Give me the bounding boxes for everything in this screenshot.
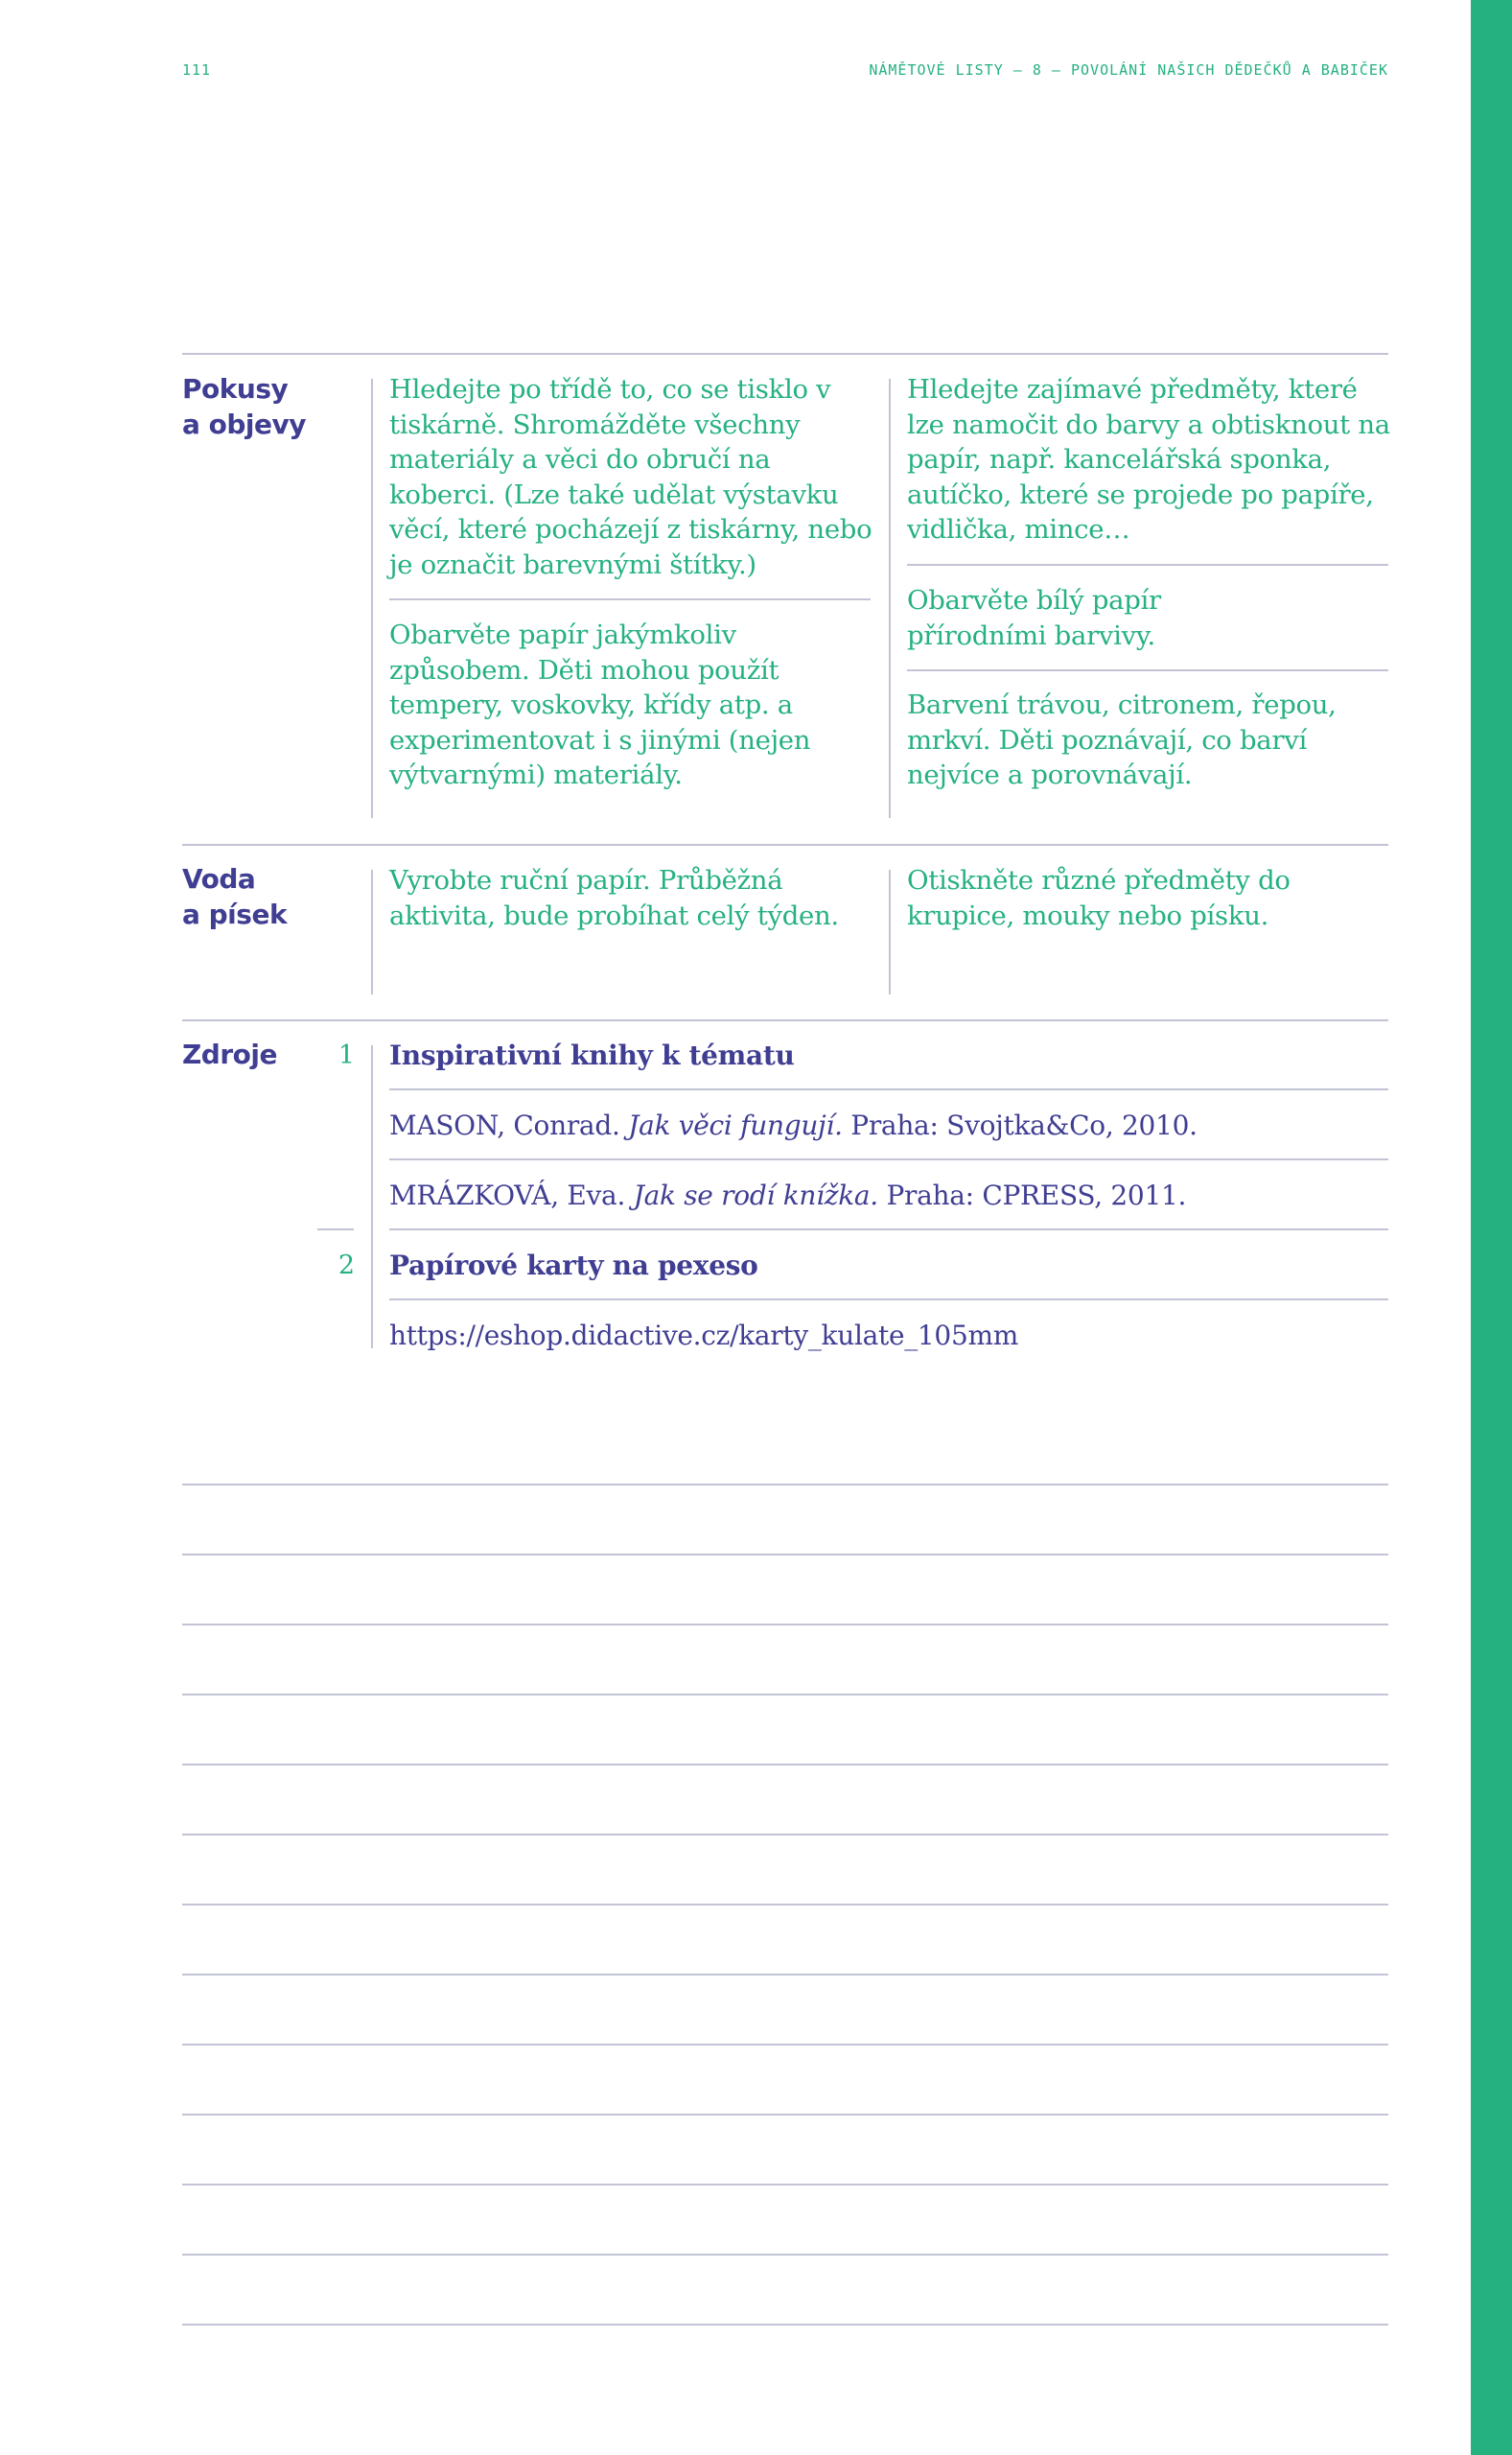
note-line <box>182 1554 1388 1555</box>
note-line <box>182 2044 1388 2046</box>
activity-text: Obarvěte papír jakýmkoliv způsobem. Děti mohou použít tempery, voskovky, křídy atp. a experimentovat i s jinými (nejen výtvarnými) materiály. <box>389 620 811 790</box>
note-line <box>182 2254 1388 2256</box>
cell-divider <box>389 598 871 600</box>
source-group-number: 2 <box>337 1251 355 1280</box>
source-divider <box>389 1158 1388 1160</box>
column-divider <box>371 1045 373 1348</box>
source-divider <box>389 1088 1388 1090</box>
row-divider <box>182 844 1388 846</box>
running-header: NÁMĚTOVÉ LISTY — 8 — POVOLÁNÍ NAŠICH DĚDEČKŮ A BABIČEK <box>869 61 1388 79</box>
activity-text: Obarvěte bílý papír přírodními barvivy. <box>907 585 1161 651</box>
note-line <box>182 1834 1388 1835</box>
activity-text: Vyrobte ruční papír. Průběžná aktivita, bude probíhat celý týden. <box>389 865 839 931</box>
source-entry: MRÁZKOVÁ, Eva. Jak se rodí knížka. Praha: CPRESS, 2011. <box>389 1180 1187 1211</box>
activity-text: Barvení trávou, citronem, řepou, mrkví. Děti poznávají, co barví nejvíce a porovnávají. <box>907 690 1337 790</box>
row-label-pokusy: Pokusy a objevy <box>182 373 307 440</box>
side-color-bar <box>1471 0 1512 2455</box>
activity-text: Hledejte zajímavé předměty, které lze namočit do barvy a obtisknout na papír, např. kancelářská sponka, autíčko, které se projede po papíře, vidlička, mince… <box>907 374 1390 545</box>
note-line <box>182 1624 1388 1625</box>
column-divider <box>889 379 891 818</box>
activity-text: Otiskněte různé předměty do krupice, mouky nebo písku. <box>907 865 1291 931</box>
note-line <box>182 1694 1388 1695</box>
group-divider <box>317 1228 354 1230</box>
source-group-title: Papírové karty na pexeso <box>389 1250 758 1281</box>
source-divider <box>389 1298 1388 1300</box>
column-divider <box>371 379 373 818</box>
note-line <box>182 2324 1388 2326</box>
row-label-voda: Voda a písek <box>182 863 288 930</box>
row-divider <box>182 1019 1388 1021</box>
page-number: 111 <box>182 61 212 79</box>
row-divider <box>182 353 1388 355</box>
source-group-title: Inspirativní knihy k tématu <box>389 1040 795 1071</box>
note-line <box>182 1974 1388 1976</box>
source-group-number: 1 <box>337 1040 355 1070</box>
source-divider <box>389 1228 1388 1230</box>
note-line <box>182 2184 1388 2186</box>
cell-divider <box>907 564 1388 566</box>
note-line <box>182 2114 1388 2116</box>
sources-label: Zdroje <box>182 1039 277 1070</box>
source-entry: MASON, Conrad. Jak věci fungují. Praha: Svojtka&Co, 2010. <box>389 1110 1198 1141</box>
column-divider <box>371 870 373 994</box>
note-line <box>182 1764 1388 1765</box>
activity-text: Hledejte po třídě to, co se tisklo v tiskárně. Shromážděte všechny materiály a věci do obručí na koberci. (Lze také udělat výstavku věcí, které pocházejí z tiskárny, nebo je označit barevnými štítky.) <box>389 374 872 580</box>
source-link[interactable]: https://eshop.didactive.cz/karty_kulate_105mm <box>389 1320 1018 1351</box>
note-line <box>182 1484 1388 1485</box>
column-divider <box>889 870 891 994</box>
cell-divider <box>907 669 1388 671</box>
note-line <box>182 1904 1388 1906</box>
